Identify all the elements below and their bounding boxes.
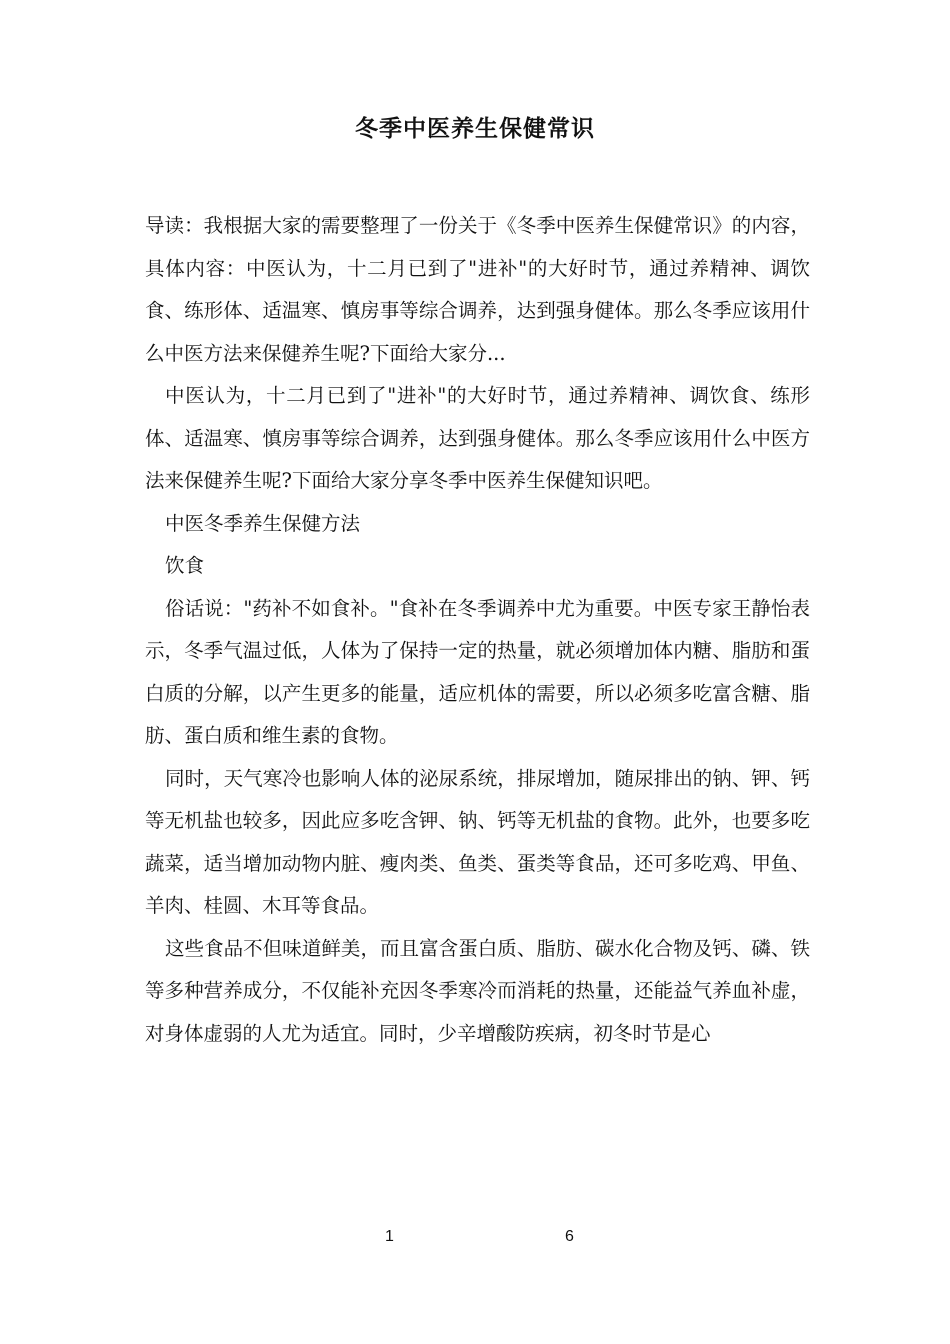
document-body — [145, 205, 810, 1055]
intro-paragraph: 导读：我根据大家的需要整理了一份关于《冬季中医养生保健常识》的内容，具体内容：中医认为，十二月已到了"进补"的大好时节，通过养精神、调饮食、练形体、适温寒、慎房事等综合调养，达到强身健体。那么冬季应该用什么中医方法来保健养生呢?下面给大家分... — [145, 214, 810, 365]
body-paragraph: 中医认为，十二月已到了"进补"的大好时节，通过养精神、调饮食、练形体、适温寒、慎房事等综合调养，达到强身健体。那么冬季应该用什么中医方法来保健养生呢?下面给大家分享冬季中医养生保健知识吧。 — [145, 384, 810, 492]
document-title: 冬季中医养生保健常识 — [355, 115, 595, 142]
page-number-current: 1 — [385, 1228, 394, 1245]
subsection-heading: 饮食 — [165, 554, 205, 577]
body-paragraph: 俗话说："药补不如食补。"食补在冬季调养中尤为重要。中医专家王静怡表示，冬季气温过低，人体为了保持一定的热量，就必须增加体内糖、脂肪和蛋白质的分解，以产生更多的能量，适应机体的需要，所以必须多吃富含糖、脂肪、蛋白质和维生素的食物。 — [145, 596, 810, 747]
section-heading: 中医冬季养生保健方法 — [165, 511, 361, 535]
page-number-total: 6 — [565, 1228, 574, 1245]
page-footer — [0, 1228, 950, 1252]
body-paragraph: 这些食品不但味道鲜美，而且富含蛋白质、脂肪、碳水化合物及钙、磷、铁等多种营养成分，不仅能补充因冬季寒冷而消耗的热量，还能益气养血补虚，对身体虚弱的人尤为适宜。同时，少辛增酸防疾病，初冬时节是心 — [145, 936, 810, 1045]
body-paragraph: 同时，天气寒冷也影响人体的泌尿系统，排尿增加，随尿排出的钠、钾、钙等无机盐也较多，因此应多吃含钾、钠、钙等无机盐的食物。此外，也要多吃蔬菜，适当增加动物内脏、瘦肉类、鱼类、蛋类等食品，还可多吃鸡、甲鱼、羊肉、桂圆、木耳等食品。 — [145, 766, 810, 917]
